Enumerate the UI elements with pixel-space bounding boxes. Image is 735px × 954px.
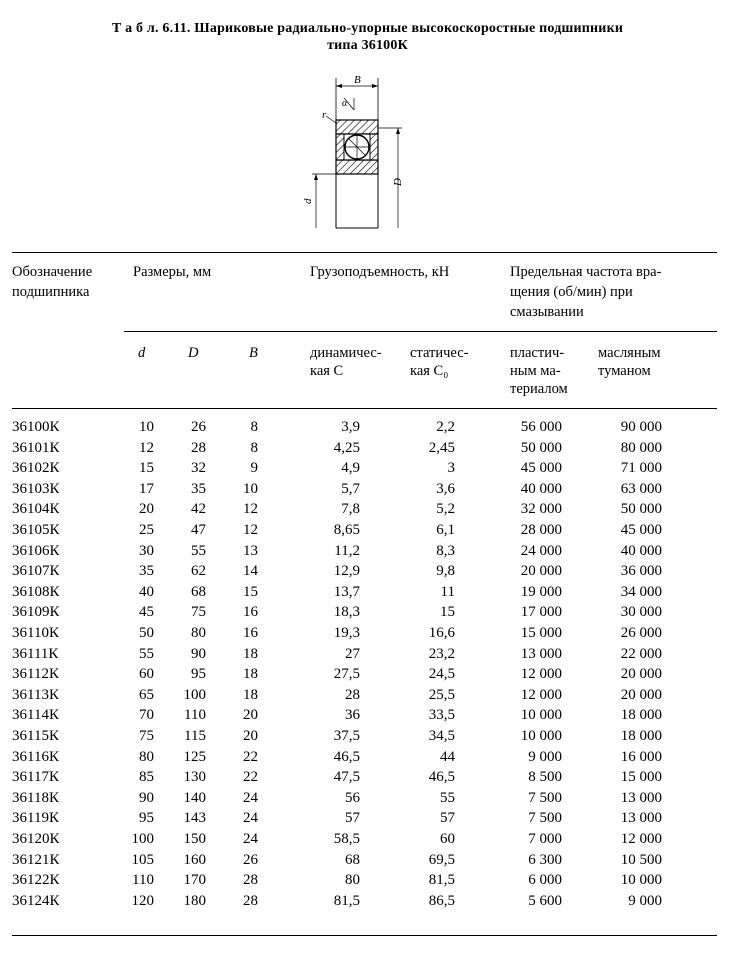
- table-cell: 15 000: [620, 769, 662, 786]
- col-header-oil: масляным туманом: [598, 345, 661, 379]
- col-header-dimensions: Размеры, мм: [133, 264, 212, 280]
- table-cell: 18 000: [620, 707, 662, 724]
- table-cell: 90: [191, 645, 206, 662]
- table-cell: 150: [183, 831, 206, 847]
- col-header-speed: Предельная частота вра- щения (об/мин) при смазывании: [510, 264, 662, 320]
- table-cell: 15: [139, 460, 154, 477]
- bearing-designation-cell: 36112К: [12, 666, 59, 683]
- table-cell: 15 000: [520, 625, 562, 641]
- bearing-designation-cell: 36113К: [12, 686, 59, 703]
- col-header-load: Грузоподъемность, кН: [310, 264, 450, 280]
- table-cell: 95: [191, 666, 206, 683]
- table-cell: 18: [243, 686, 258, 703]
- table-cell: 34,5: [428, 728, 455, 744]
- table-cell: 20 000: [520, 563, 562, 580]
- table-cell: 18,3: [333, 604, 360, 621]
- table-cell: 28 000: [520, 522, 562, 538]
- table-cell: 68: [345, 851, 360, 868]
- table-cell: 2,45: [428, 439, 455, 456]
- table-cell: 13: [243, 542, 258, 559]
- table-cell: 130: [183, 769, 206, 786]
- table-cell: 5,2: [436, 501, 455, 518]
- table-cell: 20 000: [620, 686, 662, 703]
- table-cell: 9: [250, 460, 258, 477]
- bearing-designation-cell: 36109К: [12, 604, 60, 621]
- col-header-dynamic: динамичес- кая C: [310, 345, 382, 379]
- table-cell: 24,5: [428, 666, 455, 683]
- table-cell: 13 000: [520, 645, 562, 662]
- table-cell: 80: [139, 748, 154, 765]
- table-cell: 7 500: [528, 789, 562, 806]
- bearing-designation-cell: 36122К: [12, 872, 60, 889]
- table-cell: 26: [191, 419, 206, 435]
- table-cell: 55: [139, 645, 154, 662]
- col-header-d: d: [138, 345, 146, 361]
- rule-top: [12, 252, 717, 253]
- table-cell: 110: [184, 707, 206, 724]
- table-cell: 7 000: [528, 831, 562, 847]
- table-cell: 10 000: [620, 872, 662, 889]
- table-cell: 12 000: [520, 686, 562, 703]
- table-cell: 40 000: [520, 480, 562, 497]
- table-cell: 10: [139, 419, 154, 435]
- table-cell: 9 000: [528, 748, 562, 765]
- table-cell: 60: [440, 831, 455, 847]
- table-cell: 33,5: [428, 707, 455, 724]
- table-cell: 19 000: [520, 583, 562, 600]
- table-cell: 100: [183, 686, 206, 703]
- table-cell: 58,5: [333, 831, 360, 847]
- table-cell: 27,5: [333, 666, 360, 683]
- table-cell: 20: [139, 501, 154, 518]
- table-cell: 69,5: [428, 851, 455, 868]
- table-cell: 105: [131, 851, 154, 868]
- table-cell: 55: [191, 542, 206, 559]
- table-cell: 26 000: [620, 625, 662, 641]
- table-cell: 50 000: [520, 439, 562, 456]
- table-cell: 40 000: [620, 542, 662, 559]
- label-D: D: [392, 178, 404, 186]
- table-cell: 45: [139, 604, 154, 621]
- table-cell: 125: [183, 748, 206, 765]
- bearing-designation-cell: 36124К: [12, 892, 60, 909]
- bearing-designation-cell: 36118К: [12, 789, 59, 806]
- bearing-designation-cell: 36104К: [12, 501, 60, 518]
- table-cell: 62: [191, 563, 206, 580]
- table-cell: 90 000: [620, 419, 662, 435]
- table-cell: 115: [184, 728, 206, 744]
- bearing-diagram: [298, 70, 418, 240]
- table-cell: 20: [243, 707, 258, 724]
- table-cell: 46,5: [333, 748, 360, 765]
- label-B: B: [354, 74, 361, 86]
- table-cell: 81,5: [428, 872, 455, 889]
- col-header-static: статичес- кая C₀: [410, 345, 469, 379]
- table-cell: 12: [243, 501, 258, 518]
- table-cell: 44: [440, 748, 455, 765]
- table-cell: 143: [183, 810, 206, 827]
- table-cell: 28: [243, 892, 258, 909]
- table-cell: 45 000: [620, 522, 662, 538]
- table-cell: 16: [243, 604, 258, 621]
- table-cell: 24: [243, 831, 258, 847]
- label-alpha: α: [342, 98, 348, 109]
- bearing-designation-cell: 36105К: [12, 522, 60, 538]
- table-cell: 46,5: [428, 769, 455, 786]
- table-cell: 8,65: [333, 522, 360, 538]
- label-d: d: [302, 198, 314, 204]
- table-cell: 8 500: [528, 769, 562, 786]
- table-cell: 81,5: [333, 892, 360, 909]
- table-cell: 71 000: [620, 460, 662, 477]
- table-cell: 100: [131, 831, 154, 847]
- table-cell: 19,3: [333, 625, 360, 641]
- bearing-designation-cell: 36102К: [12, 460, 60, 477]
- table-cell: 26: [243, 851, 258, 868]
- table-cell: 90: [139, 789, 154, 806]
- table-cell: 3: [447, 460, 455, 477]
- table-cell: 11: [440, 583, 455, 600]
- table-cell: 6,1: [436, 522, 455, 538]
- bearing-designation-cell: 36110К: [12, 625, 59, 641]
- table-cell: 12: [243, 522, 258, 538]
- table-cell: 8,3: [436, 542, 455, 559]
- bearing-designation-cell: 36107К: [12, 563, 60, 580]
- table-cell: 56 000: [520, 419, 562, 435]
- table-cell: 55: [440, 789, 455, 806]
- table-cell: 40: [139, 583, 154, 600]
- table-cell: 32: [191, 460, 206, 477]
- table-cell: 18 000: [620, 728, 662, 744]
- bearing-designation-cell: 36119К: [12, 810, 59, 827]
- table-cell: 4,9: [341, 460, 360, 477]
- table-cell: 9 000: [628, 892, 662, 909]
- table-cell: 18: [243, 666, 258, 683]
- bearing-designation-cell: 36106К: [12, 542, 60, 559]
- bearing-designation-cell: 36115К: [12, 728, 59, 744]
- table-cell: 8: [250, 439, 258, 456]
- table-cell: 7 500: [528, 810, 562, 827]
- table-cell: 63 000: [620, 480, 662, 497]
- table-cell: 14: [243, 563, 258, 580]
- table-cell: 35: [139, 563, 154, 580]
- table-cell: 57: [440, 810, 455, 827]
- table-cell: 18: [243, 645, 258, 662]
- table-cell: 25: [139, 522, 154, 538]
- table-cell: 180: [183, 892, 206, 909]
- table-cell: 6 300: [528, 851, 562, 868]
- table-cell: 24: [243, 789, 258, 806]
- col-header-plastic: пластич- ным ма- териалом: [510, 345, 568, 397]
- table-cell: 23,2: [428, 645, 455, 662]
- table-title: Т а б л. 6.11. Шариковые радиально-упорные высокоскоростные подшипники: [111, 21, 624, 36]
- table-cell: 6 000: [528, 872, 562, 889]
- col-header-D: D: [188, 345, 199, 361]
- table-cell: 37,5: [333, 728, 360, 744]
- table-cell: 12 000: [620, 831, 662, 847]
- table-cell: 27: [345, 645, 360, 662]
- table-cell: 25,5: [428, 686, 455, 703]
- table-cell: 45 000: [520, 460, 562, 477]
- bearing-designation-cell: 36101К: [12, 439, 60, 456]
- table-cell: 13 000: [620, 789, 662, 806]
- table-cell: 17 000: [520, 604, 562, 621]
- table-cell: 110: [132, 872, 154, 889]
- table-cell: 5 600: [528, 892, 562, 909]
- table-cell: 47,5: [333, 769, 360, 786]
- table-cell: 85: [139, 769, 154, 786]
- table-cell: 5,7: [341, 480, 360, 497]
- table-subtitle: типа 36100К: [327, 38, 408, 53]
- table-cell: 47: [191, 522, 206, 538]
- table-cell: 15: [440, 604, 455, 621]
- bearing-designation-cell: 36108К: [12, 583, 60, 600]
- col-header-B: B: [249, 345, 258, 361]
- table-cell: 24: [243, 810, 258, 827]
- table-cell: 4,25: [333, 439, 360, 456]
- table-cell: 11,2: [334, 542, 360, 559]
- table-cell: 7,8: [341, 501, 360, 518]
- rule-header-bottom: [12, 408, 717, 409]
- bearing-designation-cell: 36121К: [12, 851, 60, 868]
- bearing-designation-cell: 36100К: [12, 419, 60, 435]
- table-cell: 160: [183, 851, 206, 868]
- table-cell: 65: [139, 686, 154, 703]
- bearing-designation-cell: 36114К: [12, 707, 59, 724]
- table-cell: 24 000: [520, 542, 562, 559]
- bearing-designation-cell: 36117К: [12, 769, 59, 786]
- table-cell: 15: [243, 583, 258, 600]
- bearing-designation-cell: 36120К: [12, 831, 60, 847]
- rule-bottom: [12, 935, 717, 936]
- table-cell: 86,5: [428, 892, 455, 909]
- table-cell: 70: [139, 707, 154, 724]
- table-cell: 10 500: [620, 851, 662, 868]
- table-cell: 2,2: [436, 419, 455, 435]
- table-cell: 16 000: [620, 748, 662, 765]
- table-cell: 36 000: [620, 563, 662, 580]
- table-cell: 56: [345, 789, 360, 806]
- table-cell: 28: [345, 686, 360, 703]
- col-header-designation: Обозначение подшипника: [12, 264, 93, 300]
- table-cell: 8: [250, 419, 258, 435]
- table-cell: 9,8: [436, 563, 455, 580]
- table-cell: 30: [139, 542, 154, 559]
- table-cell: 20 000: [620, 666, 662, 683]
- table-cell: 120: [131, 892, 154, 909]
- table-cell: 80 000: [620, 439, 662, 456]
- table-cell: 28: [191, 439, 206, 456]
- label-r: r: [322, 109, 327, 121]
- table-cell: 10: [243, 480, 258, 497]
- table-cell: 35: [191, 480, 206, 497]
- table-cell: 10 000: [520, 707, 562, 724]
- table-cell: 80: [345, 872, 360, 889]
- table-cell: 170: [183, 872, 206, 889]
- table-cell: 28: [243, 872, 258, 889]
- table-cell: 80: [191, 625, 206, 641]
- table-cell: 13,7: [333, 583, 360, 600]
- table-cell: 60: [139, 666, 154, 683]
- table-cell: 22: [243, 769, 258, 786]
- table-cell: 50: [139, 625, 154, 641]
- table-cell: 36: [345, 707, 360, 724]
- table-cell: 3,6: [436, 480, 455, 497]
- table-cell: 20: [243, 728, 258, 744]
- table-cell: 12: [139, 439, 154, 456]
- table-cell: 75: [191, 604, 206, 621]
- table-cell: 12 000: [520, 666, 562, 683]
- table-cell: 32 000: [520, 501, 562, 518]
- table-cell: 68: [191, 583, 206, 600]
- table-cell: 13 000: [620, 810, 662, 827]
- table-cell: 22 000: [620, 645, 662, 662]
- table-cell: 17: [139, 480, 154, 497]
- bearing-designation-cell: 36111К: [12, 645, 59, 662]
- table-cell: 50 000: [620, 501, 662, 518]
- table-cell: 22: [243, 748, 258, 765]
- table-cell: 16,6: [428, 625, 455, 641]
- table-cell: 16: [243, 625, 258, 641]
- table-cell: 12,9: [333, 563, 360, 580]
- table-cell: 34 000: [620, 583, 662, 600]
- table-cell: 140: [183, 789, 206, 806]
- bearing-designation-cell: 36116К: [12, 748, 59, 765]
- table-cell: 42: [191, 501, 206, 518]
- table-cell: 3,9: [341, 419, 360, 435]
- table-cell: 57: [345, 810, 360, 827]
- table-cell: 75: [139, 728, 154, 744]
- bearing-designation-cell: 36103К: [12, 480, 60, 497]
- rule-sub: [124, 331, 717, 332]
- table-cell: 10 000: [520, 728, 562, 744]
- table-cell: 95: [139, 810, 154, 827]
- table-cell: 30 000: [620, 604, 662, 621]
